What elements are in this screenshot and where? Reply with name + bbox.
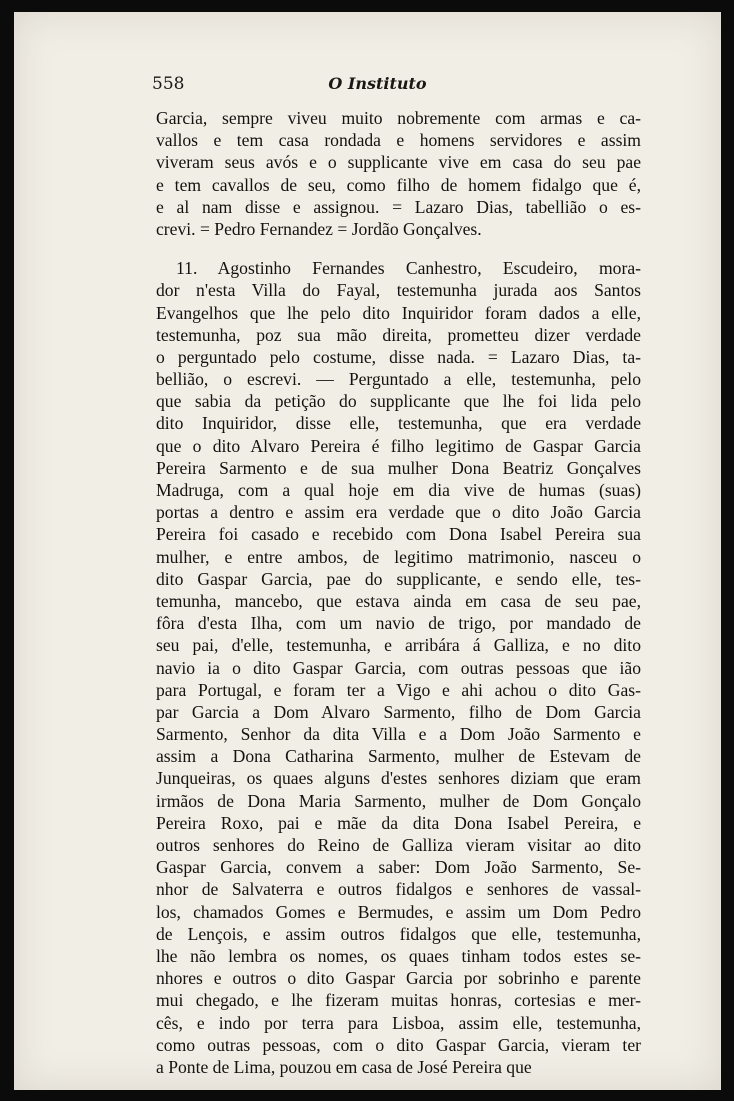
text-line: nhores e outros o dito Gaspar Garcia por sobrinho e parente — [156, 968, 641, 989]
text-line: temunha, mancebo, que estava ainda em casa de seu pae, — [156, 590, 641, 611]
page-header — [14, 74, 721, 98]
text-line: Madruga, com a qual hoje em dia vive de humas (suas) — [156, 480, 641, 500]
text-line: Sarmento, Senhor da dita Villa e a Dom João Sarmento e — [156, 724, 641, 745]
text-line: 11. Agostinho Fernandes Canhestro, Escudeiro, mora- — [176, 258, 641, 279]
text-line: dito Inquiridor, disse elle, testemunha, que era verdade — [156, 413, 641, 434]
text-line: navio ia o dito Gaspar Garcia, com outras pessoas que ião — [156, 657, 641, 678]
text-line: irmãos de Dona Maria Sarmento, mulher de Dom Gonçalo — [156, 790, 641, 811]
page-number: 558 — [152, 74, 185, 94]
text-line: dito Gaspar Garcia, pae do supplicante, e sendo elle, tes- — [156, 568, 641, 589]
text-line: e al nam disse e assignou. = Lazaro Dias, tabellião o es- — [156, 196, 641, 217]
text-line: e tem cavallos de seu, como filho de homem fidalgo que é, — [156, 174, 641, 195]
text-line: que o dito Alvaro Pereira é filho legitimo de Gaspar Garcia — [156, 435, 641, 456]
text-line: Pereira foi casado e recebido com Dona Isabel Pereira sua — [156, 524, 641, 545]
text-line: crevi. = Pedro Fernandez = Jordão Gonçalves. — [156, 218, 482, 239]
text-line: par Garcia a Dom Alvaro Sarmento, filho de Dom Garcia — [156, 701, 641, 722]
text-line: Gaspar Garcia, convem a saber: Dom João Sarmento, Se- — [156, 857, 641, 878]
text-line: de Lençois, e assim outros fidalgos que elle, testemunha, — [156, 923, 641, 944]
text-line: dor n'esta Villa do Fayal, testemunha jurada aos Santos — [156, 280, 641, 301]
text-line: nhor de Salvaterra e outros fidalgos e senhores de vassal- — [156, 879, 641, 900]
running-title: O Instituto — [328, 74, 427, 93]
body-text — [156, 107, 641, 1078]
text-line: Garcia, sempre viveu muito nobremente com armas e ca- — [156, 108, 641, 128]
text-line: Evangelhos que lhe pelo dito Inquiridor foram dados a elle, — [156, 302, 641, 323]
paragraph-gap — [156, 240, 641, 257]
text-line: o perguntado pelo costume, disse nada. = Lazaro Dias, ta- — [156, 346, 641, 367]
text-line: como outras pessoas, com o dito Gaspar Garcia, vieram ter — [156, 1034, 641, 1055]
paragraph — [156, 257, 641, 1078]
text-line: testemunha, poz sua mão direita, prometteu dizer verdade — [156, 324, 641, 345]
text-line: para Portugal, e foram ter a Vigo e ahi achou o dito Gas- — [156, 679, 641, 700]
text-line: seu pai, d'elle, testemunha, e arribára á Galliza, e no dito — [156, 635, 641, 656]
text-line: assim a Dona Catharina Sarmento, mulher de Estevam de — [156, 746, 641, 767]
text-line: Pereira Roxo, pai e mãe da dita Dona Isabel Pereira, e — [156, 812, 641, 833]
text-line: a Ponte de Lima, pouzou em casa de José Pereira que — [156, 1056, 532, 1077]
text-line: vallos e tem casa rondada e homens servidores e assim — [156, 130, 641, 151]
text-line: cês, e indo por terra para Lisboa, assim elle, testemunha, — [156, 1012, 641, 1033]
text-line: los, chamados Gomes e Bermudes, e assim um Dom Pedro — [156, 901, 641, 922]
text-line: que sabia da petição do supplicante que lhe foi lida pelo — [156, 391, 641, 412]
book-page — [14, 12, 721, 1090]
text-line: bellião, o escrevi. — Perguntado a elle, testemunha, pelo — [156, 369, 641, 390]
text-line: outros senhores do Reino de Galliza vieram visitar ao dito — [156, 835, 641, 855]
text-line: mulher, e entre ambos, de legitimo matrimonio, nasceu o — [156, 546, 641, 567]
text-line: lhe não lembra os nomes, os quaes tinham todos estes se- — [156, 945, 641, 966]
text-line: Junqueiras, os quaes alguns d'estes senhores diziam que eram — [156, 768, 641, 789]
paragraph — [156, 107, 641, 240]
text-line: portas a dentro e assim era verdade que o dito João Garcia — [156, 502, 641, 523]
text-line: fôra d'esta Ilha, com um navio de trigo, por mandado de — [156, 613, 641, 634]
text-line: viveram seus avós e o supplicante vive em casa do seu pae — [156, 152, 641, 173]
text-line: Pereira Sarmento e de sua mulher Dona Beatriz Gonçalves — [156, 457, 641, 478]
text-line: mui chegado, e lhe fizeram muitas honras, cortesias e mer- — [156, 990, 641, 1011]
